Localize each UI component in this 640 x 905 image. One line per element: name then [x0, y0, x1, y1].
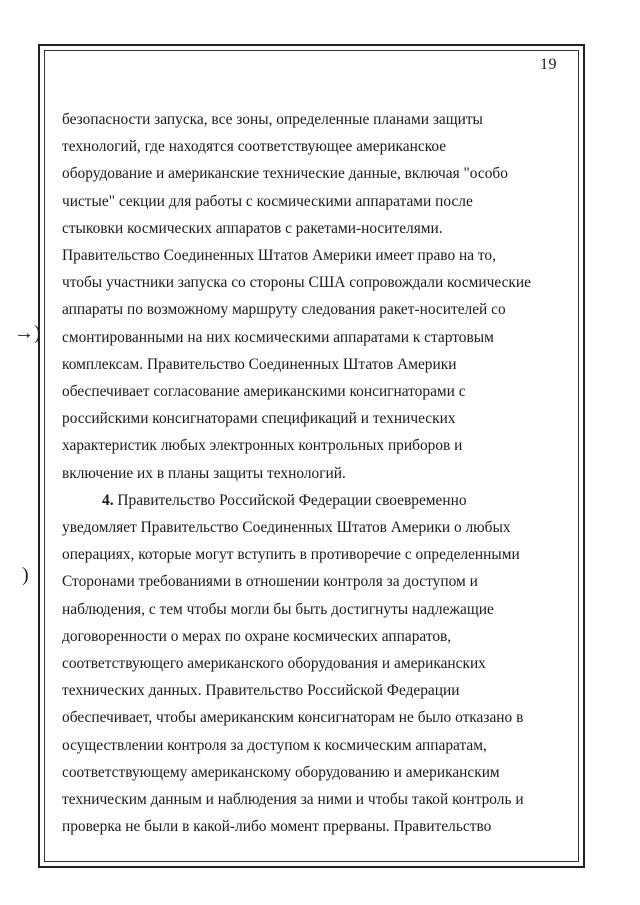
- body-line: осуществлении контроля за доступом к космическим аппаратам,: [62, 736, 487, 754]
- body-line: включение их в планы защиты технологий.: [62, 464, 346, 482]
- body-line: проверка не были в какой-либо момент прерваны. Правительство: [62, 818, 492, 836]
- body-line: технических данных. Правительство Российской Федерации: [62, 682, 460, 700]
- paragraph-4-first-line: [62, 487, 542, 514]
- binding-hole-mark-bottom: ): [22, 564, 29, 586]
- body-line: наблюдения, с тем чтобы могли бы быть достигнуты надлежащие: [62, 600, 494, 618]
- body-line: техническим данным и наблюдения за ними и чтобы такой контроль и: [62, 791, 524, 809]
- body-line: соответствующего американского оборудования и американских: [62, 655, 486, 673]
- body-line: обеспечивает согласование американскими консигнаторами с: [62, 383, 466, 401]
- body-line: безопасности запуска, все зоны, определенные планами защиты: [62, 111, 483, 128]
- body-line: обеспечивает, чтобы американским консигнаторам не было отказано в: [62, 709, 524, 727]
- body-line: комплексам. Правительство Соединенных Штатов Америки: [62, 355, 457, 373]
- body-line: договоренности о мерах по охране космических аппаратов,: [62, 627, 452, 645]
- body-line: чистые" секции для работы с космическими аппаратами после: [62, 192, 473, 210]
- page-number: 19: [540, 56, 557, 73]
- body-line: стыковки космических аппаратов с ракетами-носителями.: [62, 219, 443, 237]
- body-line: оборудование и американские технические данные, включая "особо: [62, 165, 508, 183]
- paragraph-number: 4.: [102, 491, 114, 509]
- body-line: технологий, где находятся соответствующее американское: [62, 138, 447, 156]
- body-line: соответствующему американскому оборудованию и американским: [62, 763, 500, 781]
- paragraph-4-text: Правительство Российской Федерации своевременно: [117, 491, 467, 509]
- body-line: уведомляет Правительство Соединенных Штатов Америки о любых: [62, 519, 511, 537]
- binding-hole-mark-top: →): [14, 322, 41, 344]
- document-body: [62, 106, 542, 840]
- body-line: российскими консигнаторами спецификаций и технических: [62, 410, 456, 428]
- body-line: операциях, которые могут вступить в противоречие с определенными: [62, 546, 520, 564]
- body-line: Правительство Соединенных Штатов Америки имеет право на то,: [62, 247, 496, 265]
- body-line: аппараты по возможному маршруту следования ракет-носителей со: [62, 301, 506, 319]
- body-line: Сторонами требованиями в отношении контроля за доступом и: [62, 573, 478, 591]
- body-line: чтобы участники запуска со стороны США сопровождали космические: [62, 274, 531, 292]
- body-line: смонтированными на них космическими аппаратами к стартовым: [62, 328, 494, 346]
- body-line: характеристик любых электронных контрольных приборов и: [62, 437, 463, 455]
